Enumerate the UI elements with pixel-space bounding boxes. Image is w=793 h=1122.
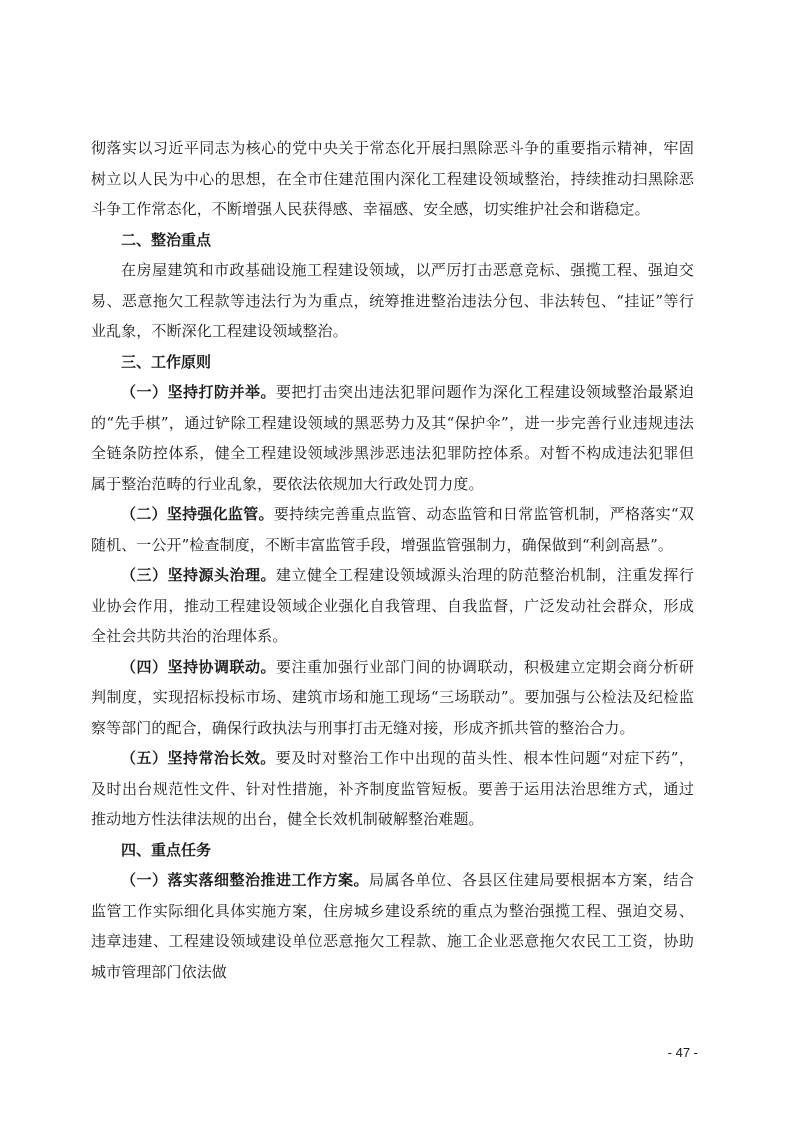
principle-text-2: 要持续完善重点监管、动态监管和日常监管机制，严格落实“双随机、一公开”检查制度，不断丰富监管手段，增强监管强制力，确保做到“利剑高悬”。 — [91, 505, 694, 554]
continuation-paragraph: 彻落实以习近平同志为核心的党中央关于常态化开展扫黑除恶斗争的重要指示精神，牢固树立以人民为中心的思想，在全市住建范围内深化工程建设领域整治，持续推动扫黑除恶斗争工作常态化，不断增强人民获得感、幸福感、安全感，切实维护社会和谐稳定。 — [91, 139, 694, 218]
principle-lead-2: （二）坚持强化监管。 — [121, 505, 274, 523]
principle-lead-1: （一）坚持打防并举。 — [121, 383, 276, 401]
principle-lead-4: （四）坚持协调联动。 — [121, 657, 276, 676]
principle-paragraph-4 — [91, 652, 694, 744]
principle-text-1: 要把打击突出违法犯罪问题作为深化工程建设领域整治最紧迫的“先手棋”，通过铲除工程建设领域的黑恶势力及其“保护伞”，进一步完善行业违规违法全链条防控体系，健全工程建设领域涉黑涉恶违法犯罪防控体系。对暂不构成违法犯罪但属于整治范畴的行业乱象，要依法依规加大行政处罚力度。 — [91, 383, 694, 493]
principle-text-4: 要注重加强行业部门间的协调联动，积极建立定期会商分析研判制度，实现招标投标市场、建筑市场和施工现场“三场联动”。要加强与公检法及纪检监察等部门的配合，确保行政执法与刑事打击无缝对接，形成齐抓共管的整治合力。 — [91, 657, 694, 737]
section-heading-principles: 三、工作原则 — [121, 352, 212, 371]
body-paragraph-focus: 在房屋建筑和市政基础设施工程建设领域，以严厉打击恶意竞标、强揽工程、强迫交易、恶意拖欠工程款等违法行为为重点，统筹推进整治违法分包、非法转包、“挂证”等行业乱象，不断深化工程建设领域整治。 — [91, 261, 694, 340]
principle-paragraph-3 — [91, 560, 694, 652]
principle-lead-3: （三）坚持源头治理。 — [121, 566, 276, 584]
document-body — [91, 133, 694, 987]
task-lead-1: （一）落实落细整治推进工作方案。 — [121, 871, 369, 889]
principle-text-5: 要及时对整治工作中出现的苗头性、根本性问题“对症下药”，及时出台规范性文件、针对性措施，补齐制度监管短板。要善于运用法治思维方式，通过推动地方性法律法规的出台，健全长效机制破解整治难题。 — [91, 749, 694, 828]
principle-lead-5: （五）坚持常治长效。 — [121, 749, 276, 767]
page-number: - 47 - — [667, 1045, 698, 1060]
section-heading-tasks: 四、重点任务 — [121, 840, 212, 859]
task-text-1: 局属各单位、各县区住建局要根据本方案，结合监管工作实际细化具体实施方案，住房城乡建设系统的重点为整治强揽工程、强迫交易、违章违建、工程建设领域建设单位恶意拖欠工程款、施工企业恶意拖欠农民工工资，协助城市管理部门依法做 — [91, 871, 694, 981]
principle-paragraph-5 — [91, 743, 694, 835]
principle-paragraph-1 — [91, 377, 694, 499]
principle-text-3: 建立健全工程建设领域源头治理的防范整治机制，注重发挥行业协会作用，推动工程建设领域企业强化自我管理、自我监督，广泛发动社会群众，形成全社会共防共治的治理体系。 — [91, 566, 694, 645]
principle-paragraph-2 — [91, 499, 694, 560]
task-paragraph-1 — [91, 865, 694, 987]
section-heading-focus: 二、整治重点 — [121, 230, 212, 249]
